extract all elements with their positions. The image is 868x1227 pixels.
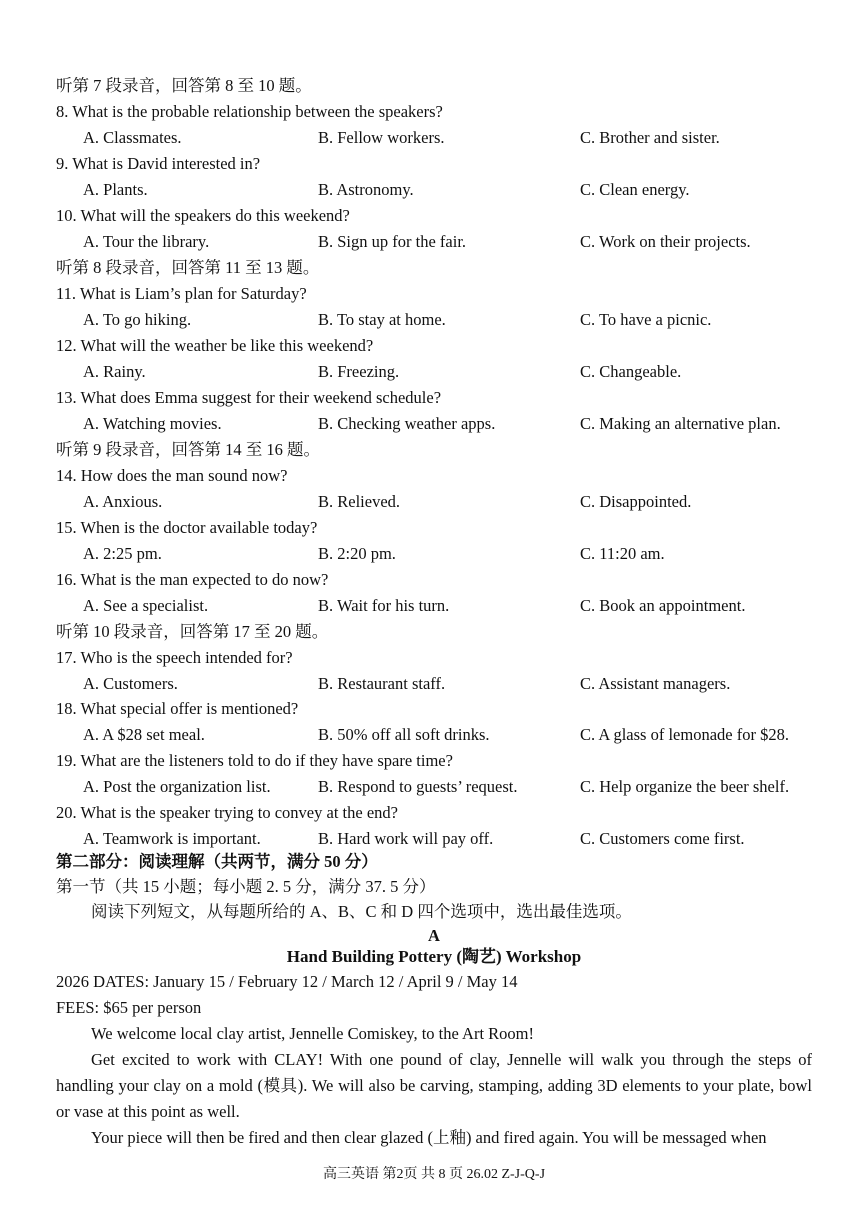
q17-option-a: A. Customers.	[83, 674, 178, 693]
q10-option-c: C. Work on their projects.	[580, 232, 751, 251]
q13-option-a: A. Watching movies.	[83, 414, 222, 433]
q11-option-c: C. To have a picnic.	[580, 310, 712, 329]
question-12: 12. What will the weather be like this weekend?	[56, 336, 374, 355]
workshop-fees: FEES: $65 per person	[56, 998, 202, 1017]
q17-option-b: B. Restaurant staff.	[318, 674, 446, 693]
question-9: 9. What is David interested in?	[56, 154, 261, 173]
q14-option-a: A. Anxious.	[83, 492, 163, 511]
question-17: 17. Who is the speech intended for?	[56, 648, 293, 667]
q16-option-a: A. See a specialist.	[83, 596, 209, 615]
q18-option-a: A. A $28 set meal.	[83, 725, 205, 744]
q19-option-b: B. Respond to guests’ request.	[318, 777, 518, 796]
q19-option-c: C. Help organize the beer shelf.	[580, 777, 790, 796]
question-11: 11. What is Liam’s plan for Saturday?	[56, 284, 307, 303]
question-10: 10. What will the speakers do this weekend?	[56, 206, 350, 225]
question-8: 8. What is the probable relationship between the speakers?	[56, 102, 443, 121]
reading-instruction: 阅读下列短文，从每题所给的 A、B、C 和 D 四个选项中，选出最佳选项。	[91, 902, 632, 921]
q13-option-b: B. Checking weather apps.	[318, 414, 496, 433]
passage-paragraph-2: Get excited to work with CLAY! With one pound of clay, Jennelle will walk you through the steps of handling your clay on a mold (模具). We will also be carving, stamping, adding 3D elements to your plate, bowl or vase at this point as well.	[56, 1050, 812, 1121]
q8-option-a: A. Classmates.	[83, 128, 182, 147]
q16-option-b: B. Wait for his turn.	[318, 596, 450, 615]
q10-option-a: A. Tour the library.	[83, 232, 210, 251]
question-14: 14. How does the man sound now?	[56, 466, 288, 485]
q9-option-a: A. Plants.	[83, 180, 148, 199]
q14-option-c: C. Disappointed.	[580, 492, 692, 511]
section-7-instruction: 听第 7 段录音，回答第 8 至 10 题。	[56, 76, 312, 95]
q9-option-c: C. Clean energy.	[580, 180, 690, 199]
question-13: 13. What does Emma suggest for their weekend schedule?	[56, 388, 442, 407]
q20-option-c: C. Customers come first.	[580, 829, 745, 848]
q8-option-c: C. Brother and sister.	[580, 128, 720, 147]
passage-paragraph-1: We welcome local clay artist, Jennelle Comiskey, to the Art Room!	[91, 1024, 534, 1043]
q13-option-c: C. Making an alternative plan.	[580, 414, 781, 433]
q12-option-c: C. Changeable.	[580, 362, 682, 381]
q15-option-a: A. 2:25 pm.	[83, 544, 162, 563]
passage-letter: A	[428, 926, 440, 945]
q18-option-b: B. 50% off all soft drinks.	[318, 725, 490, 744]
question-18: 18. What special offer is mentioned?	[56, 699, 299, 718]
q18-option-c: C. A glass of lemonade for $28.	[580, 725, 789, 744]
q12-option-a: A. Rainy.	[83, 362, 146, 381]
question-16: 16. What is the man expected to do now?	[56, 570, 329, 589]
section-10-instruction: 听第 10 段录音，回答第 17 至 20 题。	[56, 622, 329, 641]
section-8-instruction: 听第 8 段录音，回答第 11 至 13 题。	[56, 258, 320, 277]
question-15: 15. When is the doctor available today?	[56, 518, 318, 537]
q20-option-a: A. Teamwork is important.	[83, 829, 261, 848]
section-9-instruction: 听第 9 段录音，回答第 14 至 16 题。	[56, 440, 320, 459]
q16-option-c: C. Book an appointment.	[580, 596, 746, 615]
q12-option-b: B. Freezing.	[318, 362, 400, 381]
q14-option-b: B. Relieved.	[318, 492, 401, 511]
q20-option-b: B. Hard work will pay off.	[318, 829, 494, 848]
q17-option-c: C. Assistant managers.	[580, 674, 731, 693]
section-1-subheading: 第一节（共 15 小题；每小题 2. 5 分，满分 37. 5 分）	[56, 877, 436, 896]
question-20: 20. What is the speaker trying to convey at the end?	[56, 803, 398, 822]
page-footer: 高三英语 第2页 共 8 页 26.02 Z-J-Q-J	[322, 1167, 546, 1182]
q10-option-b: B. Sign up for the fair.	[318, 232, 467, 251]
workshop-dates: 2026 DATES: January 15 / February 12 / March 12 / April 9 / May 14	[56, 972, 518, 991]
q8-option-b: B. Fellow workers.	[318, 128, 445, 147]
q15-option-b: B. 2:20 pm.	[318, 544, 396, 563]
passage-title: Hand Building Pottery (陶艺) Workshop	[286, 947, 582, 966]
q19-option-a: A. Post the organization list.	[83, 777, 271, 796]
passage-paragraph-3: Your piece will then be fired and then clear glazed (上釉) and fired again. You will be messaged when	[91, 1128, 767, 1147]
q9-option-b: B. Astronomy.	[318, 180, 414, 199]
q11-option-b: B. To stay at home.	[318, 310, 446, 329]
part-2-heading: 第二部分：阅读理解（共两节，满分 50 分）	[56, 852, 378, 871]
q11-option-a: A. To go hiking.	[83, 310, 192, 329]
q15-option-c: C. 11:20 am.	[580, 544, 665, 563]
question-19: 19. What are the listeners told to do if they have spare time?	[56, 751, 453, 770]
